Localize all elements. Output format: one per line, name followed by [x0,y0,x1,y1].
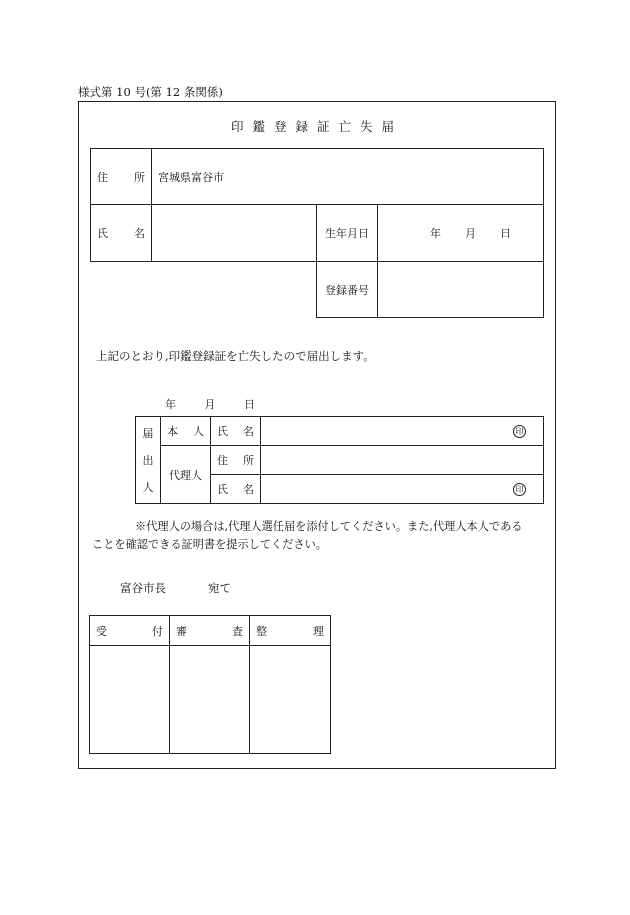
receipt-header [90,616,170,646]
form-number: 様式第 10 号(第 12 条関係) [78,85,223,99]
name-label-cell [91,205,152,262]
blank-area [91,262,317,318]
mayor-title: 富谷市長 [120,581,166,595]
address-field[interactable] [152,149,544,205]
name-label-char: 名 [134,227,145,240]
applicant-char: 人 [142,480,154,494]
address-label-char: 所 [134,170,145,184]
applicant-char: 届 [142,427,154,441]
self-name-label-cell [211,417,261,446]
date-year-char: 年 [165,398,176,411]
arrange-stamp-box [250,646,331,754]
birth-label: 生年月日 [325,227,369,240]
address-label-cell [91,149,152,205]
name-field[interactable] [152,205,317,262]
self-name-field[interactable] [261,417,544,446]
birth-label-cell [317,205,378,262]
birth-year-char: 年 [430,227,441,240]
seal-mark: 印 [513,425,526,438]
address-label-char: 所 [243,454,254,467]
seal-mark: 印 [513,483,526,496]
review-char: 審 [176,624,187,638]
statement-text: 上記のとおり,印鑑登録証を亡失したので届出します。 [96,349,375,363]
name-label-char: 氏 [217,483,228,496]
agent-label-cell [161,446,211,504]
receipt-stamp-box [90,646,170,754]
receipt-char: 付 [152,624,163,638]
agent-address-field[interactable] [261,446,544,475]
review-char: 査 [232,624,243,638]
review-stamp-box [170,646,250,754]
address-label-char: 住 [217,454,228,467]
name-label-char: 名 [243,483,254,496]
agent-label: 代理人 [169,468,202,482]
arrange-char: 整 [256,624,267,638]
name-label-char: 氏 [97,227,108,240]
address-label-char: 住 [97,170,108,184]
agent-note-line-1: ※代理人の場合は,代理人選任届を添付してください。また,代理人本人である [135,520,523,533]
agent-address-label-cell [211,446,261,475]
reg-no-label-cell [317,262,378,318]
arrange-char: 理 [313,624,324,638]
agent-name-label-cell [211,475,261,504]
applicant-char: 出 [142,453,154,467]
birth-month-char: 月 [465,227,476,240]
submission-date[interactable] [165,396,255,412]
arrange-header [250,616,331,646]
office-use-table [89,615,331,754]
review-header [170,616,250,646]
receipt-char: 受 [96,624,107,638]
agent-name-field[interactable] [261,475,544,504]
name-label-char: 名 [243,425,254,438]
form-title: 印鑑登録証亡失届 [230,119,403,134]
self-label-cell [161,417,211,446]
date-month-char: 月 [204,398,216,411]
self-label-char: 人 [193,425,204,438]
reg-no-field[interactable] [378,262,544,318]
agent-note-line-2: ことを確認できる証明書を提示してください。 [92,538,327,551]
date-day-char: 日 [244,398,255,411]
addressee [120,580,231,596]
addressed-to: 宛て [208,581,231,595]
reg-no-label: 登録番号 [325,283,369,297]
address-value: 宮城県富谷市 [158,170,224,184]
registrant-table [90,148,544,318]
self-label-char: 本 [167,425,178,438]
birth-date-field[interactable] [378,205,544,262]
birth-day-char: 日 [500,227,511,240]
name-label-char: 氏 [217,425,228,438]
applicant-table [135,416,544,504]
applicant-label-cell [136,417,161,504]
